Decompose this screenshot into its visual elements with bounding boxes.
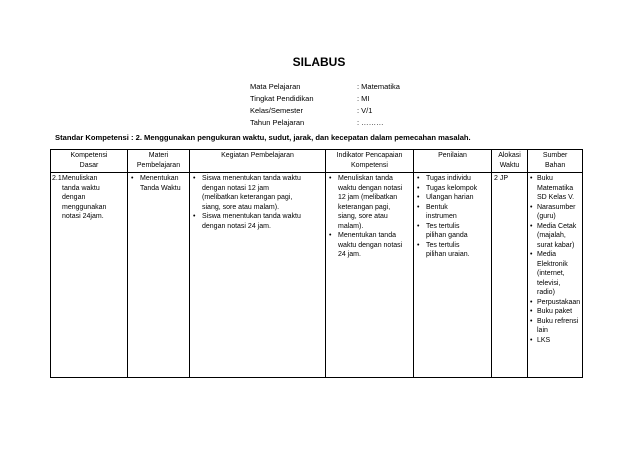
list-item: • Tugas kelompok: [417, 184, 478, 192]
table-header-row: [51, 150, 583, 173]
class-semester-value: : V/1: [357, 105, 373, 115]
list-item: • Media Elektronik (internet, televisi, radio): [530, 251, 568, 296]
cell-indikator: [326, 173, 414, 378]
kd-number: 2.1.: [52, 175, 64, 182]
header-materi: Materi Pembelajaran: [128, 150, 190, 173]
list-item: • Siswa menentukan tanda waktu dengan notasi 12 jam (melibatkan keterangan pagi, siang, sore atau malam).: [193, 175, 301, 211]
document-title: SILABUS: [292, 55, 346, 69]
subject-info-row: [250, 116, 400, 128]
subject-value: : Matematika: [357, 81, 400, 91]
competency-standard: Standar Kompetensi : 2. Menggunakan pengukuran waktu, sudut, jarak, dan kecepatan dalam pemecahan masalah.: [55, 133, 471, 142]
subject-info-row: [250, 104, 400, 116]
subject-info: [250, 80, 400, 128]
list-item: • Buku paket: [530, 308, 573, 315]
cell-materi: [128, 173, 190, 378]
subject-label: Mata Pelajaran: [250, 81, 301, 91]
header-kegiatan: Kegiatan Pembelajaran: [190, 150, 326, 173]
list-item: • Perpustakaan: [530, 298, 581, 306]
level-label: Tingkat Pendidikan: [250, 93, 314, 103]
subject-info-row: [250, 80, 400, 92]
cell-alokasi: 2 JP: [492, 173, 528, 378]
list-item: • Bentuk instrumen: [417, 203, 457, 220]
cell-penilaian: [414, 173, 492, 378]
list-item: • Buku refrensi lain: [530, 317, 579, 334]
subject-info-row: [250, 92, 400, 104]
syllabus-table: [50, 149, 583, 378]
list-item: • Menentukan tanda waktu dengan notasi 24 jam.: [329, 232, 403, 258]
header-alokasi: Alokasi Waktu: [492, 150, 528, 173]
list-item: • Media Cetak (majalah, surat kabar): [530, 222, 577, 249]
level-value: : MI: [357, 93, 370, 103]
list-item: • LKS: [530, 336, 551, 344]
list-item: • Tes tertulis pilihan uraian.: [417, 241, 470, 258]
list-item: • Ulangan harian: [417, 194, 474, 201]
list-item: • Tugas individu: [417, 175, 471, 182]
school-year-label: Tahun Pelajaran: [250, 117, 305, 127]
cell-kegiatan: [190, 173, 326, 378]
header-sumber: Sumber Bahan: [528, 150, 583, 173]
list-item: • Siswa menentukan tanda waktu dengan notasi 24 jam.: [193, 213, 301, 230]
school-year-value: : ………: [357, 117, 384, 127]
class-semester-label: Kelas/Semester: [250, 105, 303, 115]
cell-sumber: [528, 173, 583, 378]
list-item: • Menuliskan tanda waktu dengan notasi 12 jam (melibatkan keterangan pagi, siang, sore atau malam).: [329, 175, 403, 230]
list-item: • Narasumber (guru): [530, 203, 576, 220]
list-item: • Buku Matematika SD Kelas V.: [530, 175, 575, 201]
header-penilaian: Penilaian: [414, 150, 492, 173]
table-row: [51, 173, 583, 378]
list-item: • Tes tertulis pilihan ganda: [417, 222, 468, 239]
header-kompetensi-dasar: Kompetensi Dasar: [51, 150, 128, 173]
cell-kompetensi-dasar: 2.1. Menuliskan tanda waktu dengan menggunakan notasi 24jam.: [51, 173, 128, 378]
list-item: • Menentukan Tanda Waktu: [131, 175, 181, 192]
header-indikator: Indikator Pencapaian Kompetensi: [326, 150, 414, 173]
